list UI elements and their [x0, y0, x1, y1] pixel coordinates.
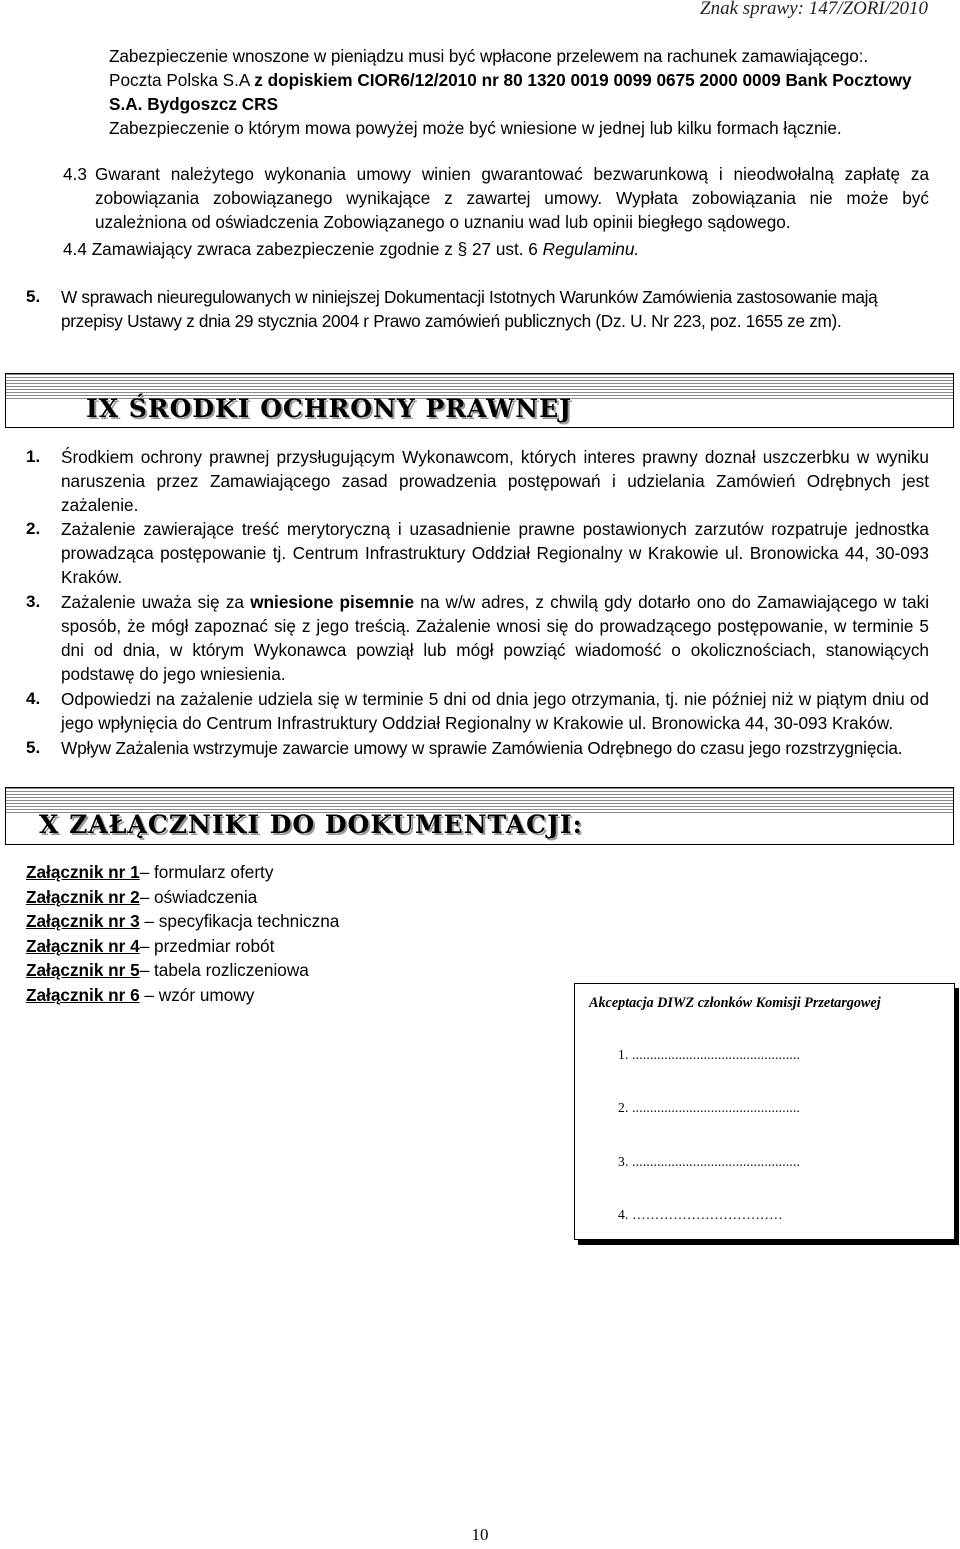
section-x-banner — [5, 787, 954, 845]
signature-line-4[interactable]: 4. …………………………… — [618, 1207, 783, 1222]
attachment-item — [26, 885, 339, 910]
section-ix-title: IX ŚRODKI OCHRONY PRAWNEJ — [86, 394, 572, 423]
attachment-label: Załącznik nr 2 — [26, 886, 140, 907]
ix-item-1-text: Środkiem ochrony prawnej przysługującym Wykonawcom, których interes prawny doznał uszczerbku w wyniku naruszenia przez Zamawiającego zasad prowadzenia postępowań i udzielania Zamówień Odrębnych jest zażalenie. — [61, 447, 929, 515]
attachment-item — [26, 958, 339, 983]
p44-text: Zamawiający zwraca zabezpieczenie zgodnie z — [91, 239, 453, 259]
deposit-line-2b: z dopiskiem CIOR6/12/2010 nr 80 1320 0019 0099 0675 2000 0009 Bank Pocztowy — [254, 70, 912, 90]
p44-italic: Regulaminu. — [542, 239, 640, 259]
attachment-label: Załącznik nr 3 — [26, 911, 140, 931]
deposit-line-1: Zabezpieczenie wnoszone w pieniądzu musi być wpłacone przelewem na rachunek zamawiającego:. — [109, 46, 869, 66]
attachment-label: Załącznik nr 1 — [26, 862, 140, 882]
section-x-title: X ZAŁĄCZNIKI DO DOKUMENTACJI: — [39, 810, 583, 839]
p44-number: 4.4 — [63, 239, 87, 259]
ix-item-3-text-b: na w/w adres, z chwilą gdy dotarło ono do Zamawiającego w taki sposób, że mógł zapoznać się z jego treścią. Zażalenie wnosi się do prowadzącego postępowanie, w terminie 5 dni od dnia, w którym Wykonawca powziął lub mógł powziąć wiadomość o okolicznościach, stanowiących podstawę do jego wniesienia. — [61, 592, 930, 684]
ix-item-4-text: Odpowiedzi na zażalenie udziela się w terminie 5 dni od dnia jego otrzymania, tj. nie później niż w piątym dniu od jego wpłynięcia do Centrum Infrastruktury Oddział Regionalny w Krakowie ul. Bronowicka 44, 30-093 Kraków. — [61, 689, 929, 733]
attachment-desc: – tabela rozliczeniowa — [139, 960, 309, 980]
attachment-label: Załącznik nr 6 — [26, 984, 140, 1005]
attachment-desc: – formularz oferty — [139, 862, 274, 882]
page-number: 10 — [471, 1525, 489, 1544]
ix-item-3-bold: wniesione pisemnie — [250, 592, 415, 612]
attachment-desc: – specyfikacja techniczna — [139, 911, 340, 931]
p44 — [63, 237, 639, 261]
p44-text2: 27 ust. 6 — [471, 239, 538, 259]
ix-item-2-text: Zażalenie zawierające treść merytoryczną i uzasadnienie prawne postawionych zarzutów rozpatruje jednostka prowadząca postępowanie tj. Centrum Infrastruktury Oddział Regionalny w Krakowie ul. Bronowicka 44, 30-093 Kraków. — [61, 519, 929, 587]
p43-text: Gwarant należytego wykonania umowy winien gwarantować bezwarunkową i nieodwołalną zapłatę za zobowiązania zobowiązanego wynikające z zawartej umowy. Wypłata zobowiązania nie może być uzależniona od oświadczenia Zobowiązanego o uznaniu wad lub opinii biegłego sądowego. — [95, 164, 929, 232]
attachment-desc: – przedmiar robót — [139, 935, 275, 956]
attachment-list — [26, 860, 339, 1007]
p5-number: 5. — [26, 287, 41, 306]
ix-item-3-text-a: Zażalenie uważa się za — [61, 592, 251, 612]
attachment-item — [26, 860, 339, 885]
signature-line-2[interactable]: 2. ............................................... — [618, 1100, 801, 1115]
ix-item-3-text — [61, 590, 929, 686]
attachment-item — [26, 909, 339, 934]
attachment-item — [26, 934, 339, 959]
p43-number: 4.3 — [63, 164, 87, 184]
signature-line-1[interactable]: 1. ............................................... — [618, 1047, 801, 1062]
deposit-paragraph — [109, 44, 929, 140]
ix-item-5-number: 5. — [26, 738, 41, 757]
deposit-line-2a: Poczta Polska S.A — [109, 70, 255, 90]
attachment-desc: – oświadczenia — [139, 886, 258, 907]
ix-item-4-number: 4. — [26, 689, 41, 708]
attachment-item — [26, 983, 339, 1008]
section-sign-icon: § — [457, 239, 468, 259]
signature-line-3[interactable]: 3. ............................................... — [618, 1154, 801, 1169]
acceptance-title: Akceptacja DIWZ członków Komisji Przetargowej — [589, 995, 881, 1011]
forms-paragraph: Zabezpieczenie o którym mowa powyżej może być wniesione w jednej lub kilku formach łącznie. — [109, 118, 842, 138]
section-ix-banner — [5, 373, 954, 428]
ix-item-5-text: Wpływ Zażalenia wstrzymuje zawarcie umowy w sprawie Zamówienia Odrębnego do czasu jego rozstrzygnięcia. — [61, 738, 903, 758]
ix-item-3-number: 3. — [26, 592, 41, 611]
case-number: Znak sprawy: 147/ZORI/2010 — [700, 0, 928, 19]
acceptance-box — [574, 983, 955, 1240]
attachment-label: Załącznik nr 4 — [26, 935, 140, 956]
attachment-desc: – wzór umowy — [139, 984, 255, 1005]
ix-item-2-number: 2. — [26, 519, 41, 538]
deposit-line-3: S.A. Bydgoszcz CRS — [109, 94, 279, 114]
attachment-label: Załącznik nr 5 — [26, 960, 140, 980]
p5-text: W sprawach nieuregulowanych w niniejszej Dokumentacji Istotnych Warunków Zamówienia zastosowanie mają przepisy Ustawy z dnia 29 stycznia 2004 r Prawo zamówień publicznych (Dz. U. Nr 223, poz. 1655 ze zm). — [61, 287, 878, 331]
deposit-line-2 — [109, 68, 929, 92]
ix-item-1-number: 1. — [26, 447, 41, 466]
